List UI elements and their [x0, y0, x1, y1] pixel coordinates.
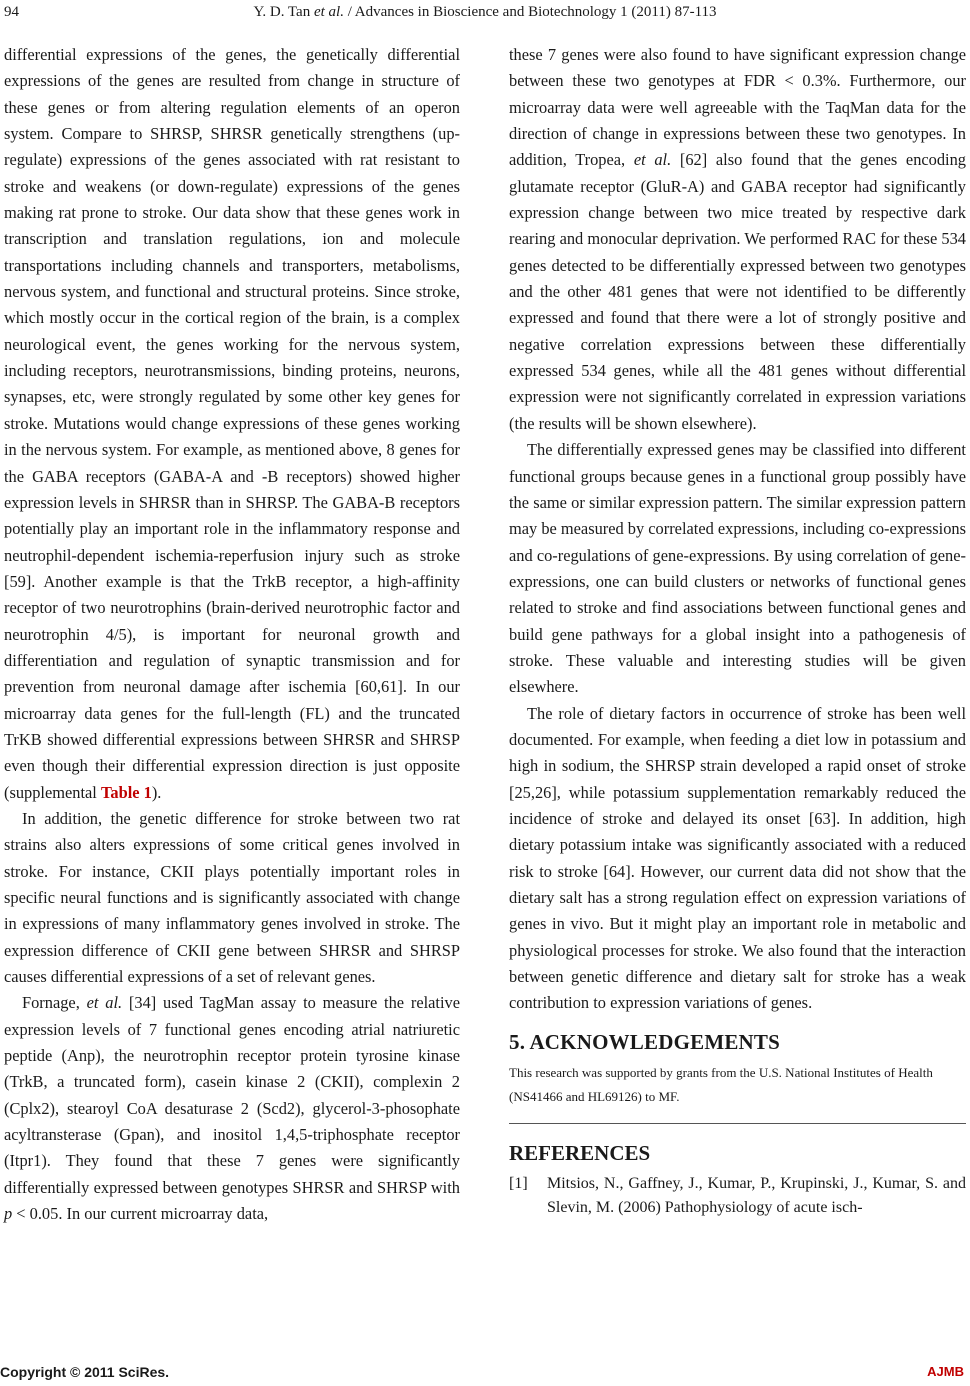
left-p1-end: ).: [151, 782, 162, 802]
page-header: [0, 0, 970, 22]
right-p1-b: [62] also found that the genes encoding glutamate receptor (GluR-A) and GABA receptor had significantly expression change between two mice treated by respective dark rearing and monocular deprivation. We performed RAC for these 534 genes detected to be differentially expressed between two genotypes and the other 481 genes that were not identified to be differently expressed and found that there were a lot of strongly positive and negative correlation expressions between these differentially expressed 534 genes, while all the 481 genes without differential expression were not significantly correlated in expression variations (the results will be shown elsewhere).: [509, 150, 966, 433]
left-paragraph-3: [4, 990, 460, 1227]
left-p3-pre: Fornage,: [22, 993, 87, 1013]
right-p1-a: these 7 genes were also found to have significant expression change between these two genotypes at FDR < 0.3%. Furthermore, our microarray data were well agreeable with the TaqMan data for the direction of change in expressions between these two genotypes. In addition, Tropea,: [509, 45, 966, 170]
running-head-etal: et al.: [313, 4, 344, 20]
reference-text: Mitsios, N., Gaffney, J., Kumar, P., Krupinski, J., Kumar, S. and Slevin, M. (2006) Pathophysiology of acute isch-: [547, 1174, 966, 1216]
left-p3-a: [34] used TagMan assay to measure the relative expression levels of 7 functional genes encoding atrial natriuretic peptide (Anp), the neurotrophin receptor protein tyrosine kinase (TrkB, a truncated form), casein kinase 2 (CKII), complexin 2 (Cplx2), stearoyl CoA desaturase 2 (Scd2), glycerol-3-phosophate acyltransterase (Gpan), and inositol 1,4,5-triphosphate receptor (Itpr1). They found that these 7 genes were significantly differentially expressed between genotypes SHRSR and SHRSP with: [4, 993, 460, 1197]
left-p3-b: < 0.05. In our current microarray data,: [12, 1204, 269, 1224]
page-number: 94: [4, 4, 19, 20]
left-p3-etal: et al.: [86, 993, 123, 1013]
left-p1-text: differential expressions of the genes, the genetically differential expressions of the genes are resulted from change in structure of these genes or from altering regulation elements of an operon system. Compare to SHRSP, SHRSR genetically strengthens (up-regulate) expressions of the genes associated with rat resistant to stroke and weakens (or down-regulate) expressions of the genes making rat prone to stroke. Our data show that these genes work in transcription and translation regulations, ion and molecule transportations including channels and transporters, metabolisms, nervous system, and functional and structural proteins. Since stroke, which mostly occur in the cortical region of the brain, is a complex neurological event, the genes working for the nervous system, including receptors, neurotransmissions, binding proteins, neurons, synapses, etc, were strongly regulated by some other key genes for stroke. Mutations would change expressions of these genes working in the nervous system. For example, as mentioned above, 8 genes for the GABA receptors (GABA-A and -B receptors) showed higher expression levels in SHRSR than in SHRSP. The GABA-B receptors potentially play an important role in the inflammatory response and neutrophil-dependent ischemia-reperfusion injury such as stroke [59]. Another example is that the TrkB receptor, a high-affinity receptor of two neurotrophins (brain-derived neurotrophic factor and neurotrophin 4/5), is important for neuronal growth and differentiation and regulation of synaptic transmission and for prevention from neuronal damage after ischemia [60,61]. In our microarray data genes for the full-length (FL) and the truncated TrKB showed differential expressions between SHRSR and SHRSP even though their differential expression direction is just opposite (supplemental: [4, 45, 460, 802]
running-head-journal: / Advances in Bioscience and Biotechnology 1 (2011) 87-113: [343, 4, 717, 20]
references-heading: REFERENCES: [509, 1140, 651, 1165]
right-p1-etal: et al.: [633, 150, 672, 170]
running-head-authors: Y. D. Tan: [253, 4, 314, 20]
right-paragraph-1: [509, 42, 966, 437]
reference-number: [1]: [509, 1174, 528, 1192]
right-column: [509, 42, 966, 1220]
table-1-link[interactable]: Table 1: [100, 782, 152, 802]
page-footer: [0, 1364, 970, 1384]
acknowledgements-text: This research was supported by grants from the U.S. National Institutes of Health (NS41466 and HL69126) to MF.: [509, 1064, 933, 1104]
left-column: [4, 42, 460, 1227]
left-p3-p-value: p: [4, 1204, 13, 1224]
left-paragraph-1: [4, 42, 460, 806]
section-divider: [509, 1123, 966, 1124]
reference-item: [509, 1172, 966, 1220]
running-head: [0, 4, 970, 21]
left-paragraph-2: In addition, the genetic difference for stroke between two rat strains also alters expressions of some critical genes involved in stroke. For instance, CKII plays potentially important roles in specific neural functions and is significantly associated with change in expressions of many inflammatory genes involved in stroke. The expression difference of CKII gene between SHRSR and SHRSP causes differential expressions of a set of relevant genes.: [4, 808, 460, 987]
journal-abbreviation: AJMB: [927, 1364, 964, 1379]
copyright-notice: Copyright © 2011 SciRes.: [0, 1364, 170, 1380]
right-paragraph-3: The role of dietary factors in occurrence of stroke has been well documented. For example, when feeding a diet low in potassium and high in sodium, the SHRSP strain developed a rapid onset of stroke [25,26], while potassium supplementation remarkably reduced the incidence of stroke and delayed its onset [63]. In addition, high dietary potassium intake was significantly associated with a reduced risk to stroke [64]. However, our current data did not show that the dietary salt has a strong regulation effect on expression variations of genes in vivo. But it might play an important role in metabolic and physiological processes for stroke. We also found that the interaction between genetic difference and dietary salt for stroke has a weak contribution to expression variations of genes.: [509, 703, 966, 1013]
acknowledgements-heading: 5. ACKNOWLEDGEMENTS: [509, 1029, 781, 1054]
right-paragraph-2: The differentially expressed genes may be classified into different functional groups because genes in a functional group possibly have the same or similar expression pattern. The similar expression pattern may be measured by correlated expressions, including co-expressions and co-regulations of gene-expressions. By using correlation of gene-expressions, one can build clusters or networks of functional genes related to stroke and find associations between functional genes and build gene pathways for a global insight into a pathogenesis of stroke. These valuable and interesting studies will be given elsewhere.: [509, 440, 966, 697]
